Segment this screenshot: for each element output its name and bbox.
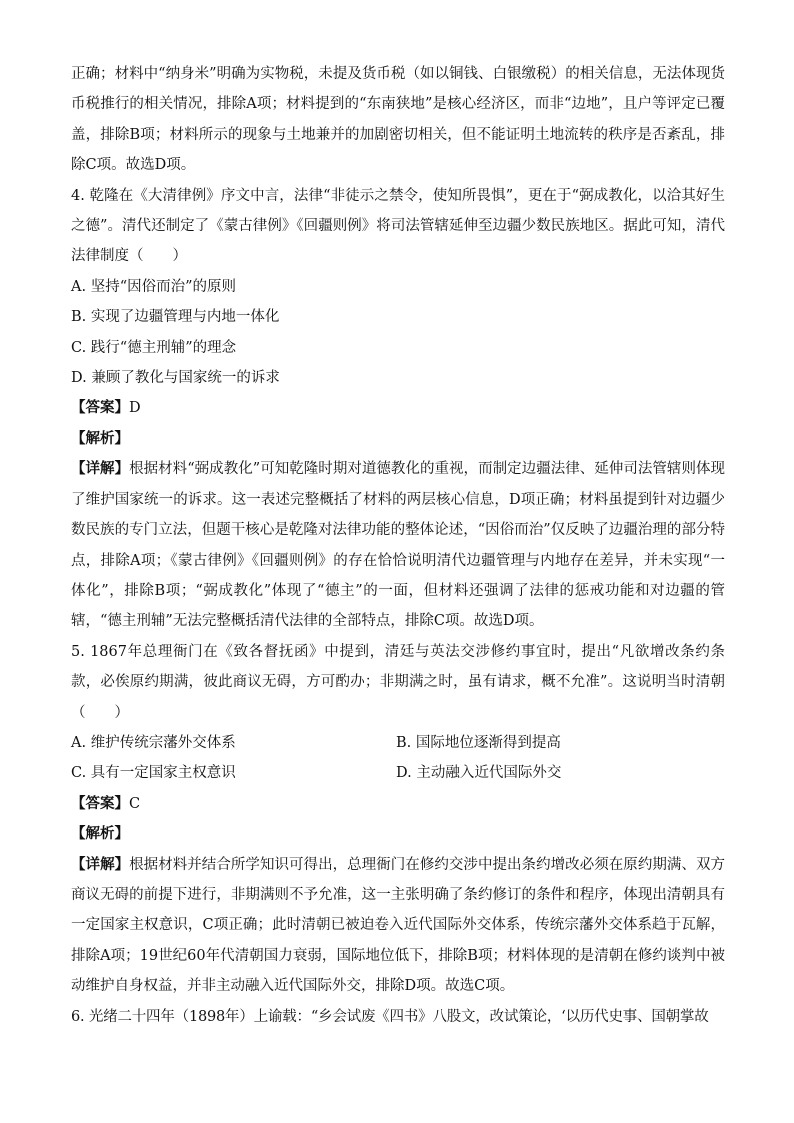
document-page [71,59,725,1032]
question-4-option-d: D. 兼顾了教化与国家统一的诉求 [71,370,280,387]
question-4-stem: 4. 乾隆在《大清律例》序文中言，法律“非徒示之禁令，使知所畏惧”，更在于“弼成教化，以洽其好生之德”。清代还制定了《蒙古律例》《回疆则例》将司法管辖延伸至边疆少数民族地区。据此可知，清代法律制度（ ） [71,187,725,265]
question-4-option-c: C. 践行“德主刑辅”的理念 [71,339,237,356]
detail-text: 根据材料“弼成教化”可知乾隆时期对道德教化的重视，而制定边疆法律、延伸司法管辖则体现了维护国家统一的诉求。这一表述完整概括了材料的两层核心信息，D项正确；材料虽提到针对边疆少数民族的专门立法，但题干核心是乾隆对法律功能的整体论述，“因俗而治”仅反映了边疆治理的部分特点，排除A项；《蒙古律例》《回疆则例》的存在恰恰说明清代边疆管理与内地存在差异，并未实现“一体化”，排除B项；“弼成教化”体现了“德主”的一面，但材料还强调了法律的惩戒功能和对边疆的管辖，“德主刑辅”无法完整概括清代法律的全部特点，排除C项。故选D项。 [71,461,725,630]
answer-value: D [129,400,141,417]
question-5-options-row-1 [71,728,725,758]
answer-tag: 【答案】 [71,794,129,812]
question-4-analysis [71,424,725,454]
question-4-answer [71,393,725,423]
question-4-detail [71,454,725,636]
question-5-stem: 5. 1867年总理衙门在《致各督抚函》中提到，清廷与英法交涉修约事宜时，提出“凡欲增改条约条款，必俟原约期满，彼此商议无碍，方可酌办；非期满之时，虽有请求，概不允准”。这说明当时清朝（ ） [71,643,725,721]
analysis-tag: 【解析】 [71,825,129,843]
question-5-option-b: B. 国际地位逐渐得到提高 [396,734,561,751]
prev-question-detail: 正确；材料中“纳身米”明确为实物税，未提及货币税（如以铜钱、白银缴税）的相关信息，无法体现货币税推行的相关情况，排除A项；材料提到的“东南狭地”是核心经济区，而非“边地”，且户等评定已覆盖，排除B项；材料所示的现象与土地兼并的加剧密切相关，但不能证明土地流转的秩序是否紊乱，排除C项。故选D项。 [71,66,725,174]
question-5-detail [71,850,725,1002]
question-5-option-c: C. 具有一定国家主权意识 [71,765,236,782]
question-5-answer [71,789,725,819]
question-5-analysis [71,819,725,849]
question-5-option-d: D. 主动融入近代国际外交 [396,765,562,782]
question-4 [71,181,725,637]
question-4-option-a: A. 坚持“因俗而治”的原则 [71,278,237,295]
detail-text: 根据材料并结合所学知识可得出，总理衙门在修约交涉中提出条约增改必须在原约期满、双方商议无碍的前提下进行，非期满则不予允准，这一主张明确了条约修订的条件和程序，体现出清朝具有一定国家主权意识，C项正确；此时清朝已被迫卷入近代国际外交体系，传统宗藩外交体系趋于瓦解，排除A项；19世纪60年代清朝国力衰弱，国际地位低下，排除B项；材料体现的是清朝在修约谈判中被动维护自身权益，并非主动融入近代国际外交，排除D项。故选C项。 [71,856,726,995]
answer-value: C [129,795,141,812]
detail-tag: 【详解】 [71,460,130,478]
analysis-tag: 【解析】 [71,429,129,447]
question-5-option-a: A. 维护传统宗藩外交体系 [71,734,236,751]
question-5 [71,637,725,1002]
question-4-option-b: B. 实现了边疆管理与内地一体化 [71,309,280,326]
question-6-stem: 6. 光绪二十四年（1898年）上谕载：“乡会试废《四书》八股文，改试策论，‘以历代史事、国朝掌故 [71,1008,709,1025]
question-6 [71,1002,725,1032]
answer-tag: 【答案】 [71,399,129,417]
detail-tag: 【详解】 [71,855,130,873]
question-5-options-row-2 [71,758,725,788]
